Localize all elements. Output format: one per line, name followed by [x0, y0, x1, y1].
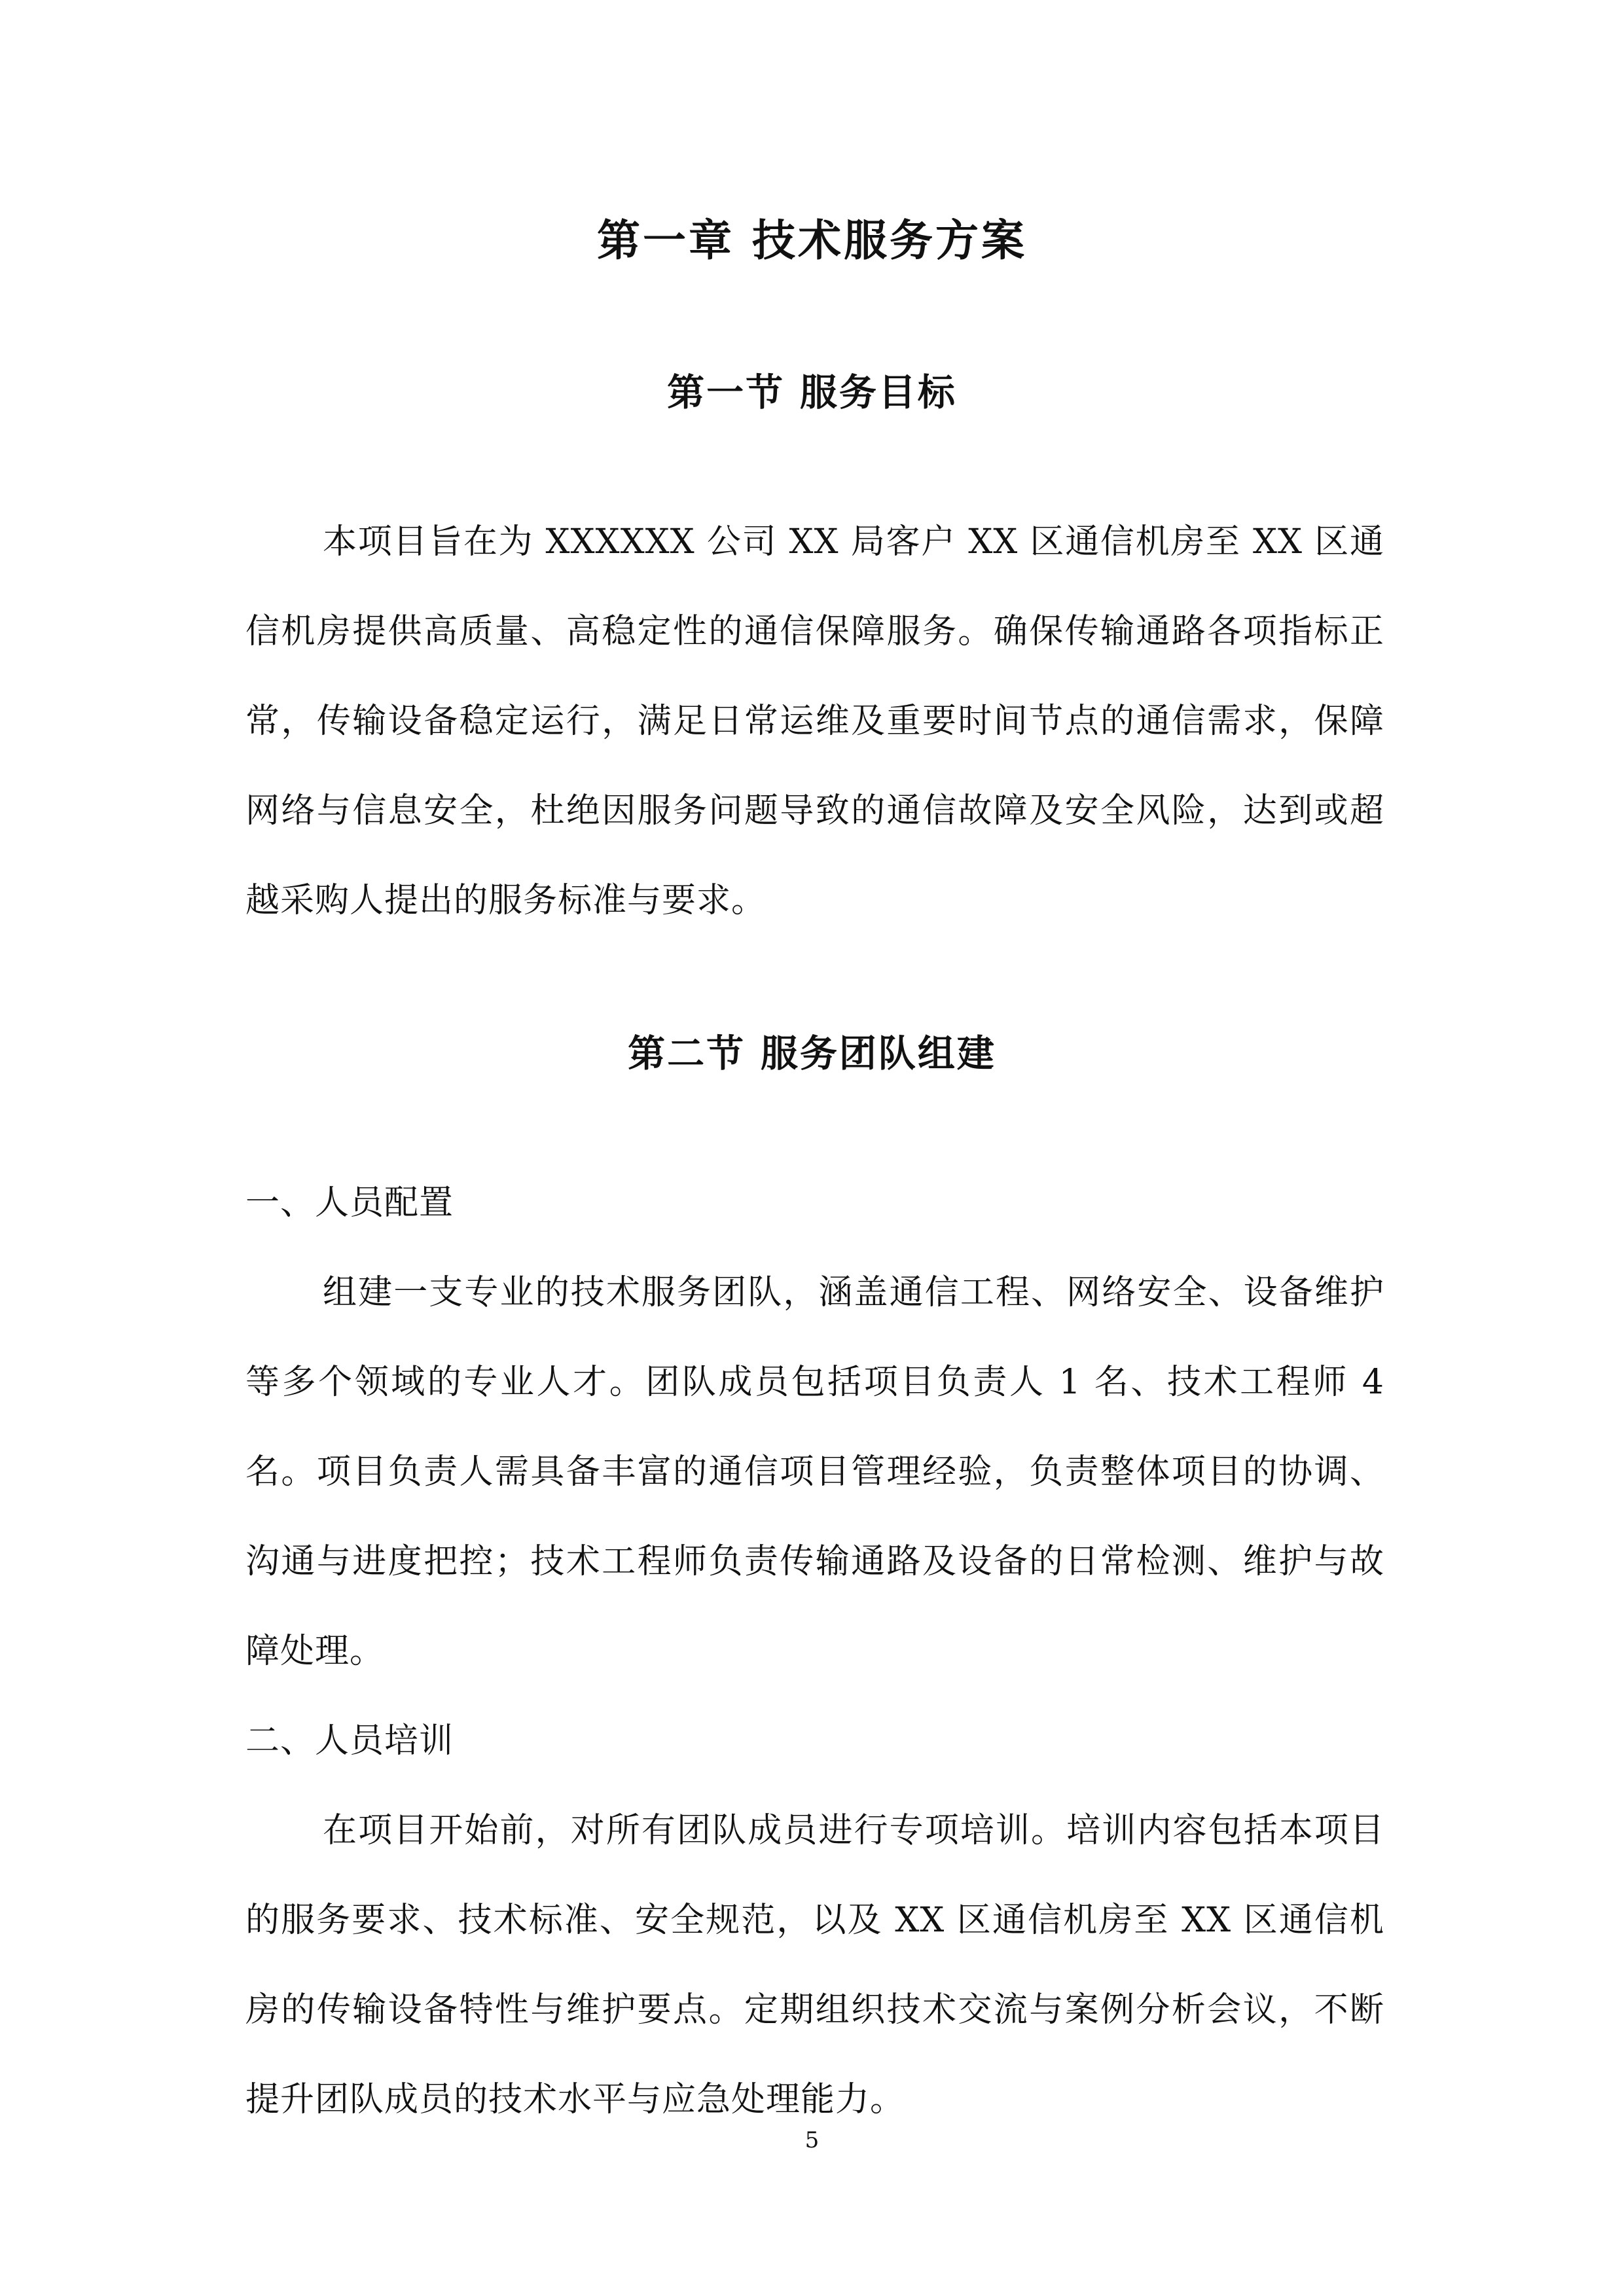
- section-title-team-building: 第二节 服务团队组建: [628, 1032, 996, 1075]
- section-title-service-goals: 第一节 服务目标: [667, 371, 957, 414]
- subheading-training: 二、人员培训: [245, 1721, 454, 1761]
- paragraph-staffing: 组建一支专业的技术服务团队，涵盖通信工程、网络安全、设备维护等多个领域的专业人才。团队成员包括项目负责人 1 名、技术工程师 4 名。项目负责人需具备丰富的通信项目管理经验，负责整体项目的协调、沟通与进度把控；技术工程师负责传输通路及设备的日常检测、维护与故障处理。: [245, 1273, 1384, 1671]
- chapter-title: 第一章 技术服务方案: [597, 215, 1027, 266]
- paragraph-training: 在项目开始前，对所有团队成员进行专项培训。培训内容包括本项目的服务要求、技术标准、安全规范，以及 XX 区通信机房至 XX 区通信机房的传输设备特性与维护要点。定期组织技术交流与案例分析会议，不断提升团队成员的技术水平与应急处理能力。: [245, 1811, 1384, 2119]
- paragraph-service-goals: 本项目旨在为 XXXXXX 公司 XX 局客户 XX 区通信机房至 XX 区通信机房提供高质量、高稳定性的通信保障服务。确保传输通路各项指标正常，传输设备稳定运行，满足日常运维及重要时间节点的通信需求，保障网络与信息安全，杜绝因服务问题导致的通信故障及安全风险，达到或超越采购人提出的服务标准与要求。: [245, 522, 1384, 920]
- subheading-staffing: 一、人员配置: [245, 1183, 454, 1223]
- page-number: 5: [804, 2127, 820, 2153]
